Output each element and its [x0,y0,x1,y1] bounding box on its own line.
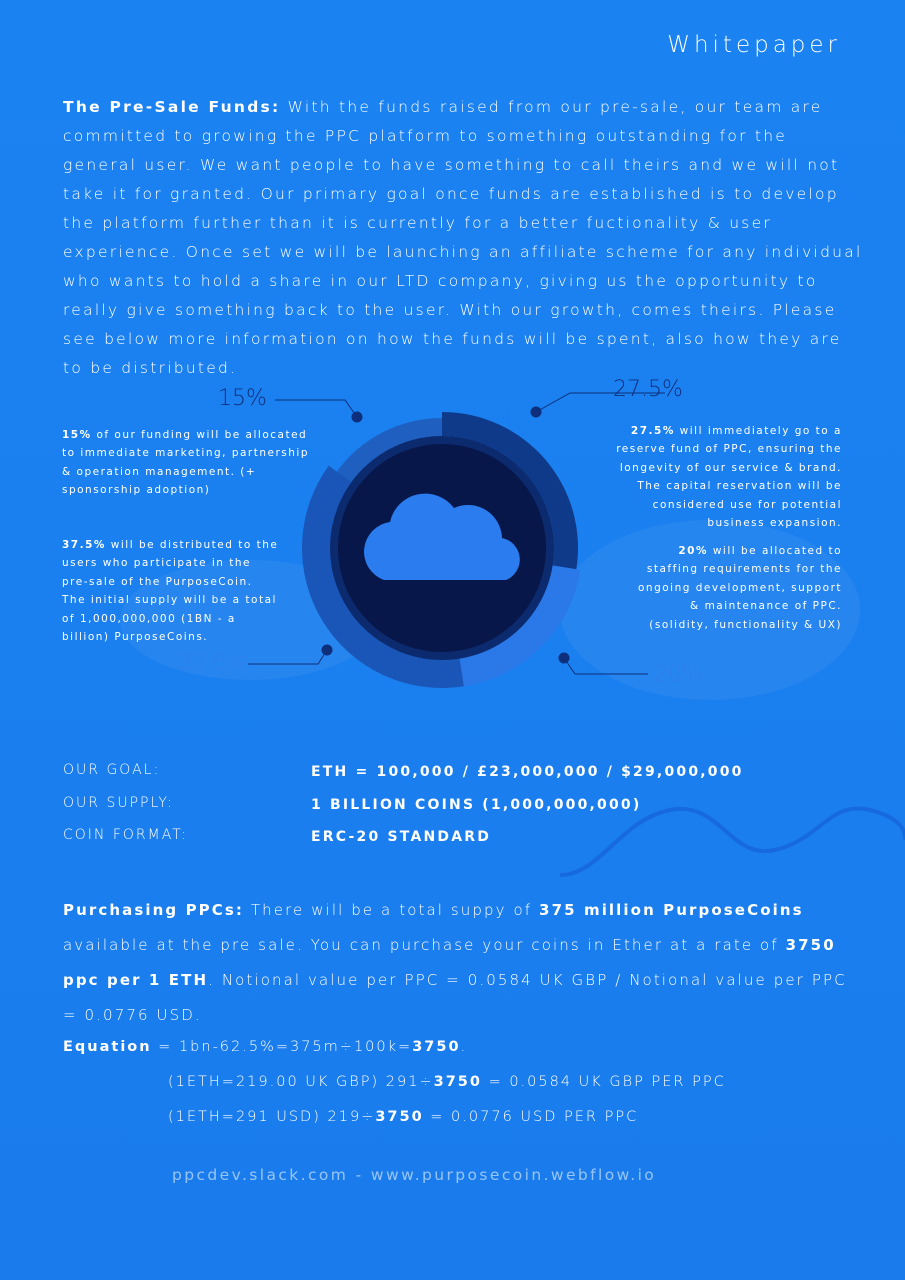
purchasing-paragraph [63,893,863,1033]
note-20-pct: 20% [678,545,708,557]
intro-lead: The Pre-Sale Funds: [63,98,281,116]
leader-line-15 [275,400,357,417]
purchase-lead: Purchasing PPCs: [63,901,244,919]
fact-row-supply [63,795,843,828]
note-15 [62,426,312,500]
note-15-pct: 15% [62,429,92,441]
pct-label-27-5: 27.5% [613,377,683,402]
pct-label-37-5: 37.5% [178,651,248,676]
note-37-5-text: will be distributed to the users who participate in the pre-sale of the PurposeCoin. The initial supply will be a total of 1,000,000,000 (1BN - a billion) PurposeCoins. [62,539,279,644]
equation-line-2 [63,1068,843,1103]
equation-text: (1ETH=219.00 UK GBP) 291÷ [168,1074,434,1090]
equation-text: = 0.0584 UK GBP PER PPC [481,1074,726,1090]
note-27-5 [596,422,842,532]
fact-value: 1 BILLION COINS (1,000,000,000) [311,796,642,813]
footer-links[interactable]: ppcdev.slack.com - www.purposecoin.webflow.io [172,1166,657,1184]
equation-bold: 3750 [433,1074,482,1090]
purchase-bold-2: 3750 ppc per 1 ETH [63,936,836,989]
note-37-5-pct: 37.5% [62,539,106,551]
fact-value: ERC-20 STANDARD [311,829,492,845]
equation-block [63,1033,843,1138]
equation-text: = 1bn-62.5%=375m÷100k= [151,1039,413,1055]
fact-label: COIN FORMAT: [63,827,188,843]
leader-line-37-5-dot [322,645,333,656]
note-15-text: of our funding will be allocated to immediate marketing, partnership & operation management. (+ sponsorship adoption) [62,429,309,497]
note-20 [630,542,842,634]
key-facts [63,762,843,860]
fact-label: OUR GOAL: [63,762,161,778]
note-20-text: will be allocated to staffing requirements for the ongoing development, support & maintenance of PPC. (solidity, functionality & UX) [638,545,842,631]
purchase-text-3: . Notional value per PPC = 0.0584 UK GBP / Notional value per PPC = 0.0776 USD. [63,971,847,1024]
fact-value: ETH = 100,000 / £23,000,000 / $29,000,000 [311,764,744,780]
equation-text: (1ETH=291 USD) 219÷ [168,1109,376,1125]
leader-line-20-dot [559,653,570,664]
equation-line-3 [63,1103,843,1138]
fact-row-format [63,827,843,860]
leader-line-37-5 [248,650,327,664]
equation-lead: Equation [63,1039,152,1055]
purchase-bold-1: 375 million PurposeCoins [539,901,804,919]
note-37-5 [62,536,280,646]
fact-row-goal [63,762,843,795]
page-title: Whitepaper [667,32,841,58]
equation-bold: 3750 [412,1039,461,1055]
purchase-text-1: There will be a total suppy of [244,901,540,919]
equation-text: . [460,1039,468,1055]
equation-line-1 [63,1033,843,1068]
leader-line-20 [564,658,648,674]
note-27-5-pct: 27.5% [630,425,675,437]
equation-bold: 3750 [375,1109,424,1125]
purchase-text-2: available at the pre sale. You can purchase your coins in Ether at a rate of [63,936,786,954]
intro-paragraph [63,93,863,383]
leader-line-15-dot [352,412,363,423]
intro-text: With the funds raised from our pre-sale, our team are committed to growing the PPC platform to something outstanding for the general user. We want people to have something to call theirs and we will not take it for granted. Our primary goal once funds are established is to develop the platform further than it is currently for a better fuctionality & user experience. Once set we will be launching an affiliate scheme for any individual who wants to hold a share in our LTD company, giving us the opportunity to really give something back to the user. With our growth, comes theirs. Please see below more information on how the funds will be spent, also how they are to be distributed. [63,98,863,377]
note-27-5-text: will immediately go to a reserve fund of PPC, ensuring the longevity of our service & brand. The capital reservation will be considered use for potential business expansion. [616,425,842,530]
pct-label-20: 20% [654,662,703,687]
pct-label-15: 15% [218,386,267,411]
leader-line-27-5-dot [531,407,542,418]
fact-label: OUR SUPPLY: [63,794,174,811]
equation-text: = 0.0776 USD PER PPC [423,1109,639,1125]
